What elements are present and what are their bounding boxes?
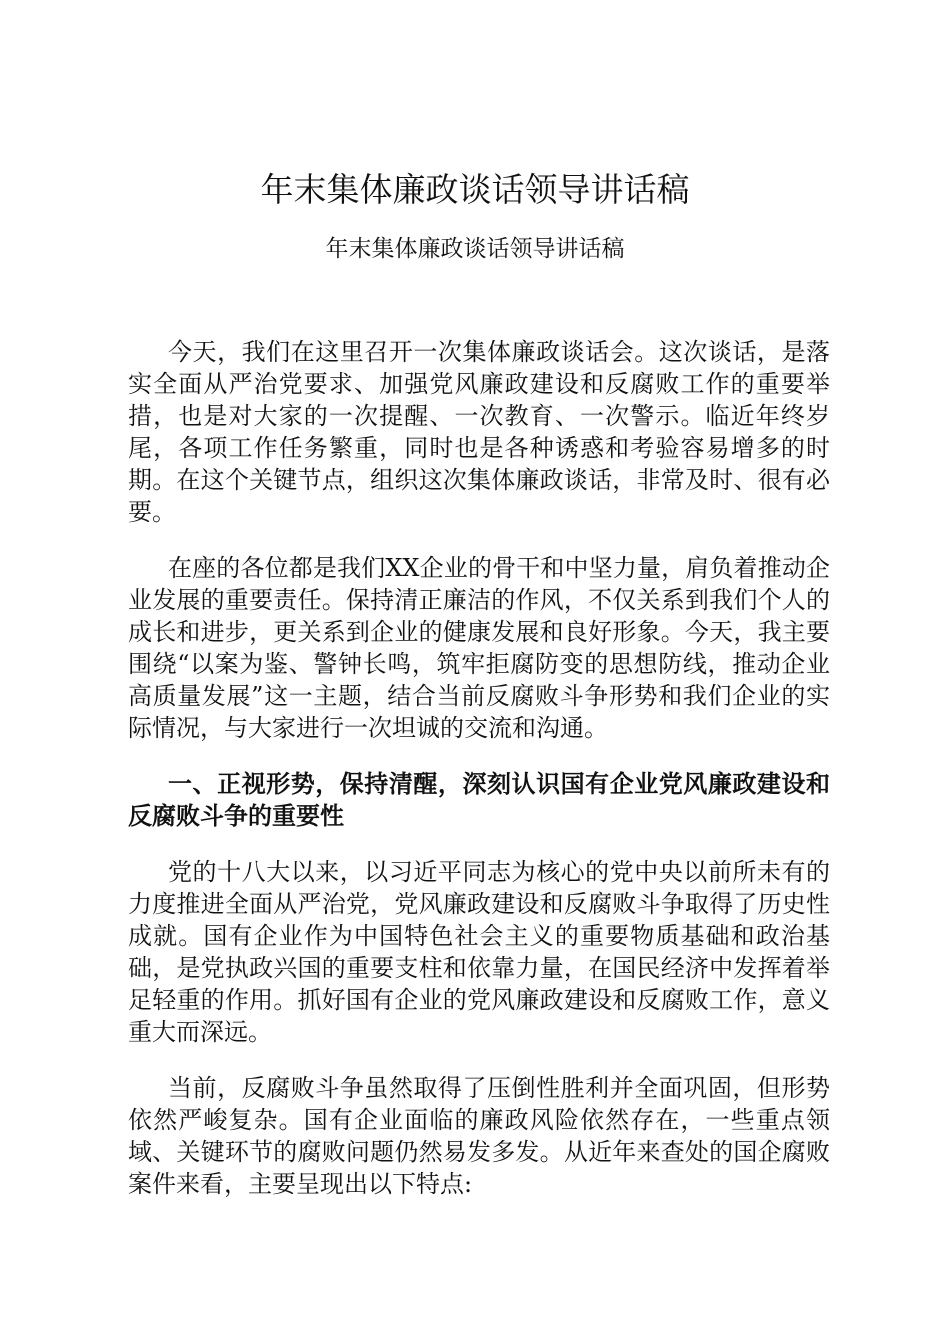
section-1-paragraph-2: 当前，反腐败斗争虽然取得了压倒性胜利并全面巩固，但形势依然严峻复杂。国有企业面临的廉政风险依然存在，一些重点领域、关键环节的腐败问题仍然易发多发。从近年来查处的国企腐败案件来看，主要呈现出以下特点: [128, 1074, 830, 1198]
intro-paragraph-1: 今天，我们在这里召开一次集体廉政谈话会。这次谈话，是落实全面从严治党要求、加强党风廉政建设和反腐败工作的重要举措，也是对大家的一次提醒、一次教育、一次警示。临近年终岁尾，各项工作任务繁重，同时也是各种诱惑和考验容易增多的时期。在这个关键节点，组织这次集体廉政谈话，非常及时、很有必要。 [128, 338, 830, 526]
document-subtitle: 年末集体廉政谈话领导讲话稿 [325, 236, 625, 262]
section-1-paragraph-1: 党的十八大以来，以习近平同志为核心的党中央以前所未有的力度推进全面从严治党，党风廉政建设和反腐败斗争取得了历史性成就。国有企业作为中国特色社会主义的重要物质基础和政治基础，是党执政兴国的重要支柱和依靠力量，在国民经济中发挥着举足轻重的作用。抓好国有企业的党风廉政建设和反腐败工作，意义重大而深远。 [128, 858, 830, 1046]
section-heading-1: 一、正视形势，保持清醒，深刻认识国有企业党风廉政建设和反腐败斗争的重要性 [128, 770, 830, 830]
intro-paragraph-2: 在座的各位都是我们XX企业的骨干和中坚力量，肩负着推动企业发展的重要责任。保持清正廉洁的作风，不仅关系到我们个人的成长和进步，更关系到企业的健康发展和良好形象。今天，我主要围绕“以案为鉴、警钟长鸣，筑牢拒腐防变的思想防线，推动企业高质量发展”这一主题，结合当前反腐败斗争形势和我们企业的实际情况，与大家进行一次坦诚的交流和沟通。 [128, 554, 830, 742]
document-title: 年末集体廉政谈话领导讲话稿 [260, 170, 690, 209]
document-body [128, 336, 830, 1224]
